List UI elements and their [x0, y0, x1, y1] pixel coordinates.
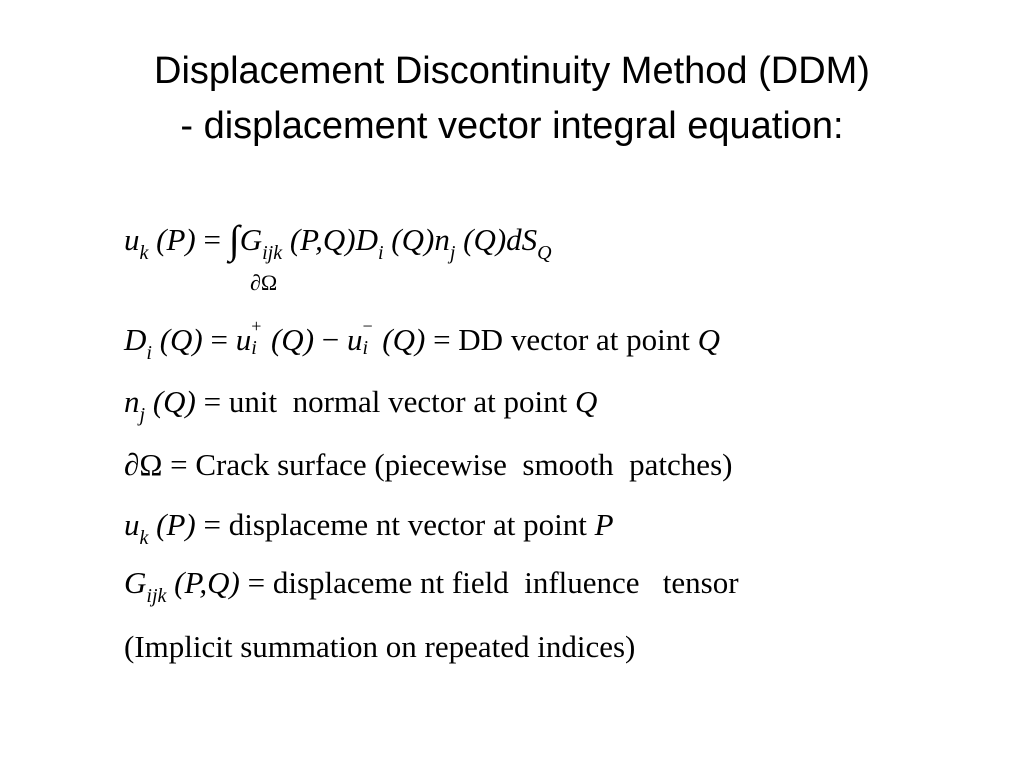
symbol-u-plus: u	[235, 322, 252, 357]
subscript-i: i	[377, 242, 384, 264]
integral-lower-limit: ∂Ω	[250, 270, 278, 295]
arg-P: (P)	[156, 222, 196, 257]
equation-crack-surface	[124, 445, 732, 485]
equals-sign: =	[210, 322, 228, 357]
equation-displacement-integral	[124, 216, 552, 264]
subscript-i: i	[146, 342, 152, 364]
subscript-ijk: ijk	[262, 242, 283, 264]
arg-Q: (Q)	[159, 322, 203, 357]
symbol-Q: Q	[697, 322, 721, 357]
equation-influence-tensor	[124, 563, 739, 607]
subscript-i: i	[362, 337, 369, 359]
arg-Q: (Q)	[152, 384, 196, 419]
subscript-Q: Q	[537, 242, 552, 264]
symbol-u-minus: u	[347, 322, 363, 357]
minus-sign: −	[321, 322, 340, 357]
arg-Q: (Q)	[382, 322, 426, 357]
slide-title-line2: - displacement vector integral equation:	[180, 105, 844, 147]
slide-title-line1: Displacement Discontinuity Method (DDM)	[154, 50, 870, 92]
equals-sign: =	[247, 565, 266, 600]
arg-PQ: (P,Q)	[174, 565, 240, 600]
arg-PQ: (P,Q)	[289, 222, 356, 257]
summation-note: (Implicit summation on repeated indices)	[124, 629, 636, 664]
symbol-boundary-omega: ∂Ω	[124, 447, 163, 482]
subscript-j: j	[449, 242, 456, 264]
arg-Q: (Q)	[270, 322, 315, 357]
equation-unit-normal	[124, 382, 597, 426]
symbol-D: D	[124, 322, 147, 357]
subscript-k: k	[139, 242, 149, 264]
symbol-Q: Q	[574, 384, 598, 419]
superscript-minus: −	[362, 316, 373, 336]
sup-sub-pair	[362, 316, 375, 359]
equals-sign: =	[433, 322, 451, 357]
subscript-ijk: ijk	[146, 585, 167, 607]
superscript-plus: +	[251, 316, 262, 336]
symbol-P: P	[594, 507, 614, 542]
arg-Q: (Q)	[463, 222, 507, 257]
equals-sign: =	[203, 507, 221, 542]
equals-sign: =	[203, 222, 221, 257]
definition-text: DD vector at point	[458, 322, 698, 357]
symbol-G: G	[124, 565, 147, 600]
equation-dd-vector	[124, 316, 721, 364]
integral-sign: ∫	[228, 216, 240, 262]
symbol-dS: dS	[506, 222, 538, 257]
arg-Q: (Q)	[391, 222, 435, 257]
subscript-k: k	[139, 527, 149, 549]
equation-displacement-vector	[124, 505, 614, 549]
symbol-D: D	[355, 222, 378, 257]
subscript-i: i	[251, 337, 257, 359]
definition-text: Crack surface (piecewise smooth patches)	[195, 447, 733, 482]
symbol-n: n	[124, 384, 140, 419]
equals-sign: =	[203, 384, 222, 419]
arg-P: (P)	[156, 507, 196, 542]
equals-sign: =	[170, 447, 188, 482]
definition-text: displaceme nt vector at point	[228, 507, 595, 542]
symbol-u: u	[124, 222, 140, 257]
definition-text: unit normal vector at point	[228, 384, 575, 419]
symbol-u: u	[124, 507, 140, 542]
symbol-n: n	[434, 222, 450, 257]
symbol-G: G	[239, 222, 263, 257]
definition-text: displaceme nt field influence tensor	[272, 565, 739, 600]
subscript-j: j	[139, 404, 146, 426]
sup-sub-pair	[251, 316, 263, 359]
